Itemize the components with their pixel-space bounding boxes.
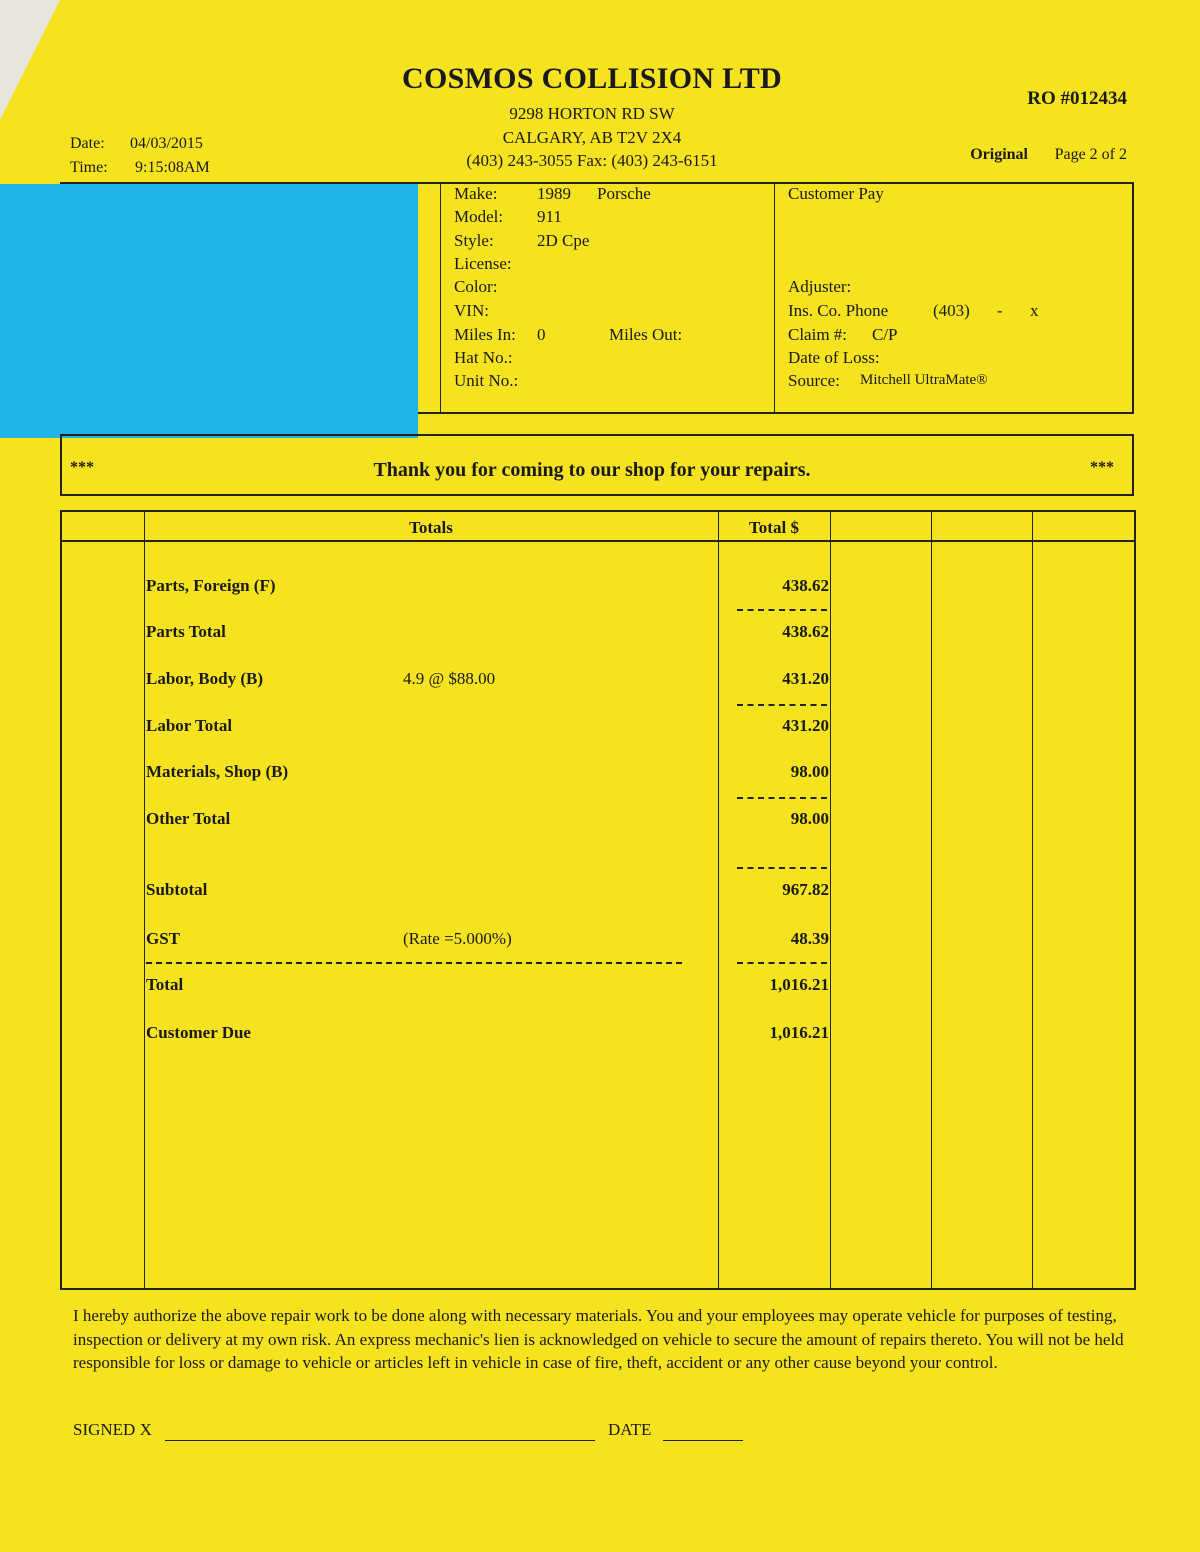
ins-phone-area: (403): [933, 301, 970, 320]
folded-corner: [0, 0, 60, 120]
row-label-total: Total: [146, 975, 184, 994]
payment-type: Customer Pay: [788, 184, 884, 203]
time-value: 9:15:08AM: [135, 159, 210, 176]
sum-rule: [737, 962, 827, 964]
ins-phone-ext: x: [1030, 301, 1039, 320]
company-address-line2: CALGARY, AB T2V 2X4: [502, 128, 682, 147]
repair-order-number: RO #012434: [1027, 88, 1127, 109]
redaction-box: [0, 184, 418, 438]
info-divider-2: [774, 184, 775, 414]
claim-value: C/P: [872, 325, 898, 344]
row-label-labor-body: Labor, Body (B): [146, 669, 263, 688]
row-label-gst: GST: [146, 929, 181, 948]
vin-label: VIN:: [454, 301, 489, 320]
row-label-parts-total: Parts Total: [146, 622, 226, 641]
sum-rule: [737, 797, 827, 799]
row-value-other-total: 98.00: [790, 809, 829, 828]
row-value-materials-shop: 98.00: [790, 762, 829, 781]
row-label-other-total: Other Total: [146, 809, 231, 828]
row-label-subtotal: Subtotal: [146, 880, 208, 899]
date-of-loss-label: Date of Loss:: [788, 348, 880, 367]
totals-col-divider-3: [830, 512, 831, 1288]
miles-out-label: Miles Out:: [609, 325, 683, 344]
sum-rule: [737, 704, 827, 706]
miles-in-value: 0: [537, 325, 546, 344]
claim-label: Claim #:: [788, 325, 848, 344]
sum-rule: [737, 609, 827, 611]
row-value-parts-total: 438.62: [782, 622, 829, 641]
row-label-labor-total: Labor Total: [146, 716, 233, 735]
row-value-parts-foreign: 438.62: [782, 576, 829, 595]
company-address-line1: 9298 HORTON RD SW: [509, 104, 675, 123]
make-label: Make:: [454, 184, 498, 203]
totals-column-header: Totals: [409, 518, 453, 537]
date-line: [663, 1440, 743, 1441]
page-number: Page 2 of 2: [1054, 146, 1127, 163]
ins-phone-label: Ins. Co. Phone: [788, 301, 889, 320]
row-label-materials-shop: Materials, Shop (B): [146, 762, 289, 781]
row-label-customer-due: Customer Due: [146, 1023, 251, 1042]
total-rule-left: [146, 962, 682, 964]
row-value-subtotal: 967.82: [782, 880, 829, 899]
company-phone-fax: (403) 243-3055 Fax: (403) 243-6151: [466, 151, 718, 170]
row-label-parts-foreign: Parts, Foreign (F): [146, 576, 276, 595]
row-detail-labor-body: 4.9 @ $88.00: [403, 669, 496, 688]
miles-in-label: Miles In:: [454, 325, 516, 344]
banner-stars-right: ***: [1090, 459, 1114, 476]
style-value: 2D Cpe: [537, 231, 590, 250]
make-year: 1989: [537, 184, 571, 203]
hat-number-label: Hat No.:: [454, 348, 513, 367]
date-label: Date:: [70, 135, 105, 152]
sum-rule: [737, 867, 827, 869]
color-label: Color:: [454, 277, 498, 296]
time-label: Time:: [70, 159, 108, 176]
source-value: Mitchell UltraMate®: [860, 372, 988, 388]
signed-label: SIGNED X: [73, 1420, 152, 1439]
row-value-gst: 48.39: [790, 929, 829, 948]
unit-number-label: Unit No.:: [454, 371, 519, 390]
authorization-text: I hereby authorize the above repair work to be done along with necessary materials. You and your employees may operate vehicle for purposes of testing, inspection or delivery at my own risk. An express mechanic's lien is acknowledged on vehicle to secure the amount of repairs thereto. You will not be held responsible for loss or damage to vehicle or articles left in vehicle in case of fire, theft, accident or any other cause beyond your control.: [73, 1306, 1124, 1372]
row-value-customer-due: 1,016.21: [769, 1023, 829, 1042]
date-value: 04/03/2015: [130, 135, 203, 152]
totals-col-divider-5: [1032, 512, 1033, 1288]
row-value-labor-body: 431.20: [782, 669, 829, 688]
totals-col-divider-4: [931, 512, 932, 1288]
ins-phone-dash: -: [997, 301, 1003, 320]
total-dollar-column-header: Total $: [749, 518, 799, 537]
copy-type: Original: [970, 146, 1028, 163]
date-sign-label: DATE: [608, 1420, 652, 1439]
model-value: 911: [537, 207, 562, 226]
adjuster-label: Adjuster:: [788, 277, 852, 296]
company-name: COSMOS COLLISION LTD: [401, 62, 782, 95]
banner-message: Thank you for coming to our shop for your repairs.: [373, 459, 811, 481]
totals-header-rule: [61, 540, 1134, 542]
style-label: Style:: [454, 231, 494, 250]
signature-line: [165, 1440, 595, 1441]
totals-col-divider-1: [144, 512, 145, 1288]
source-label: Source:: [788, 371, 840, 390]
row-detail-gst-rate: (Rate =5.000%): [403, 929, 512, 948]
make-name: Porsche: [597, 184, 651, 203]
model-label: Model:: [454, 207, 504, 226]
license-label: License:: [454, 254, 512, 273]
row-value-labor-total: 431.20: [782, 716, 829, 735]
row-value-total: 1,016.21: [769, 975, 829, 994]
info-divider-1: [440, 184, 441, 414]
banner-stars-left: ***: [70, 459, 94, 476]
